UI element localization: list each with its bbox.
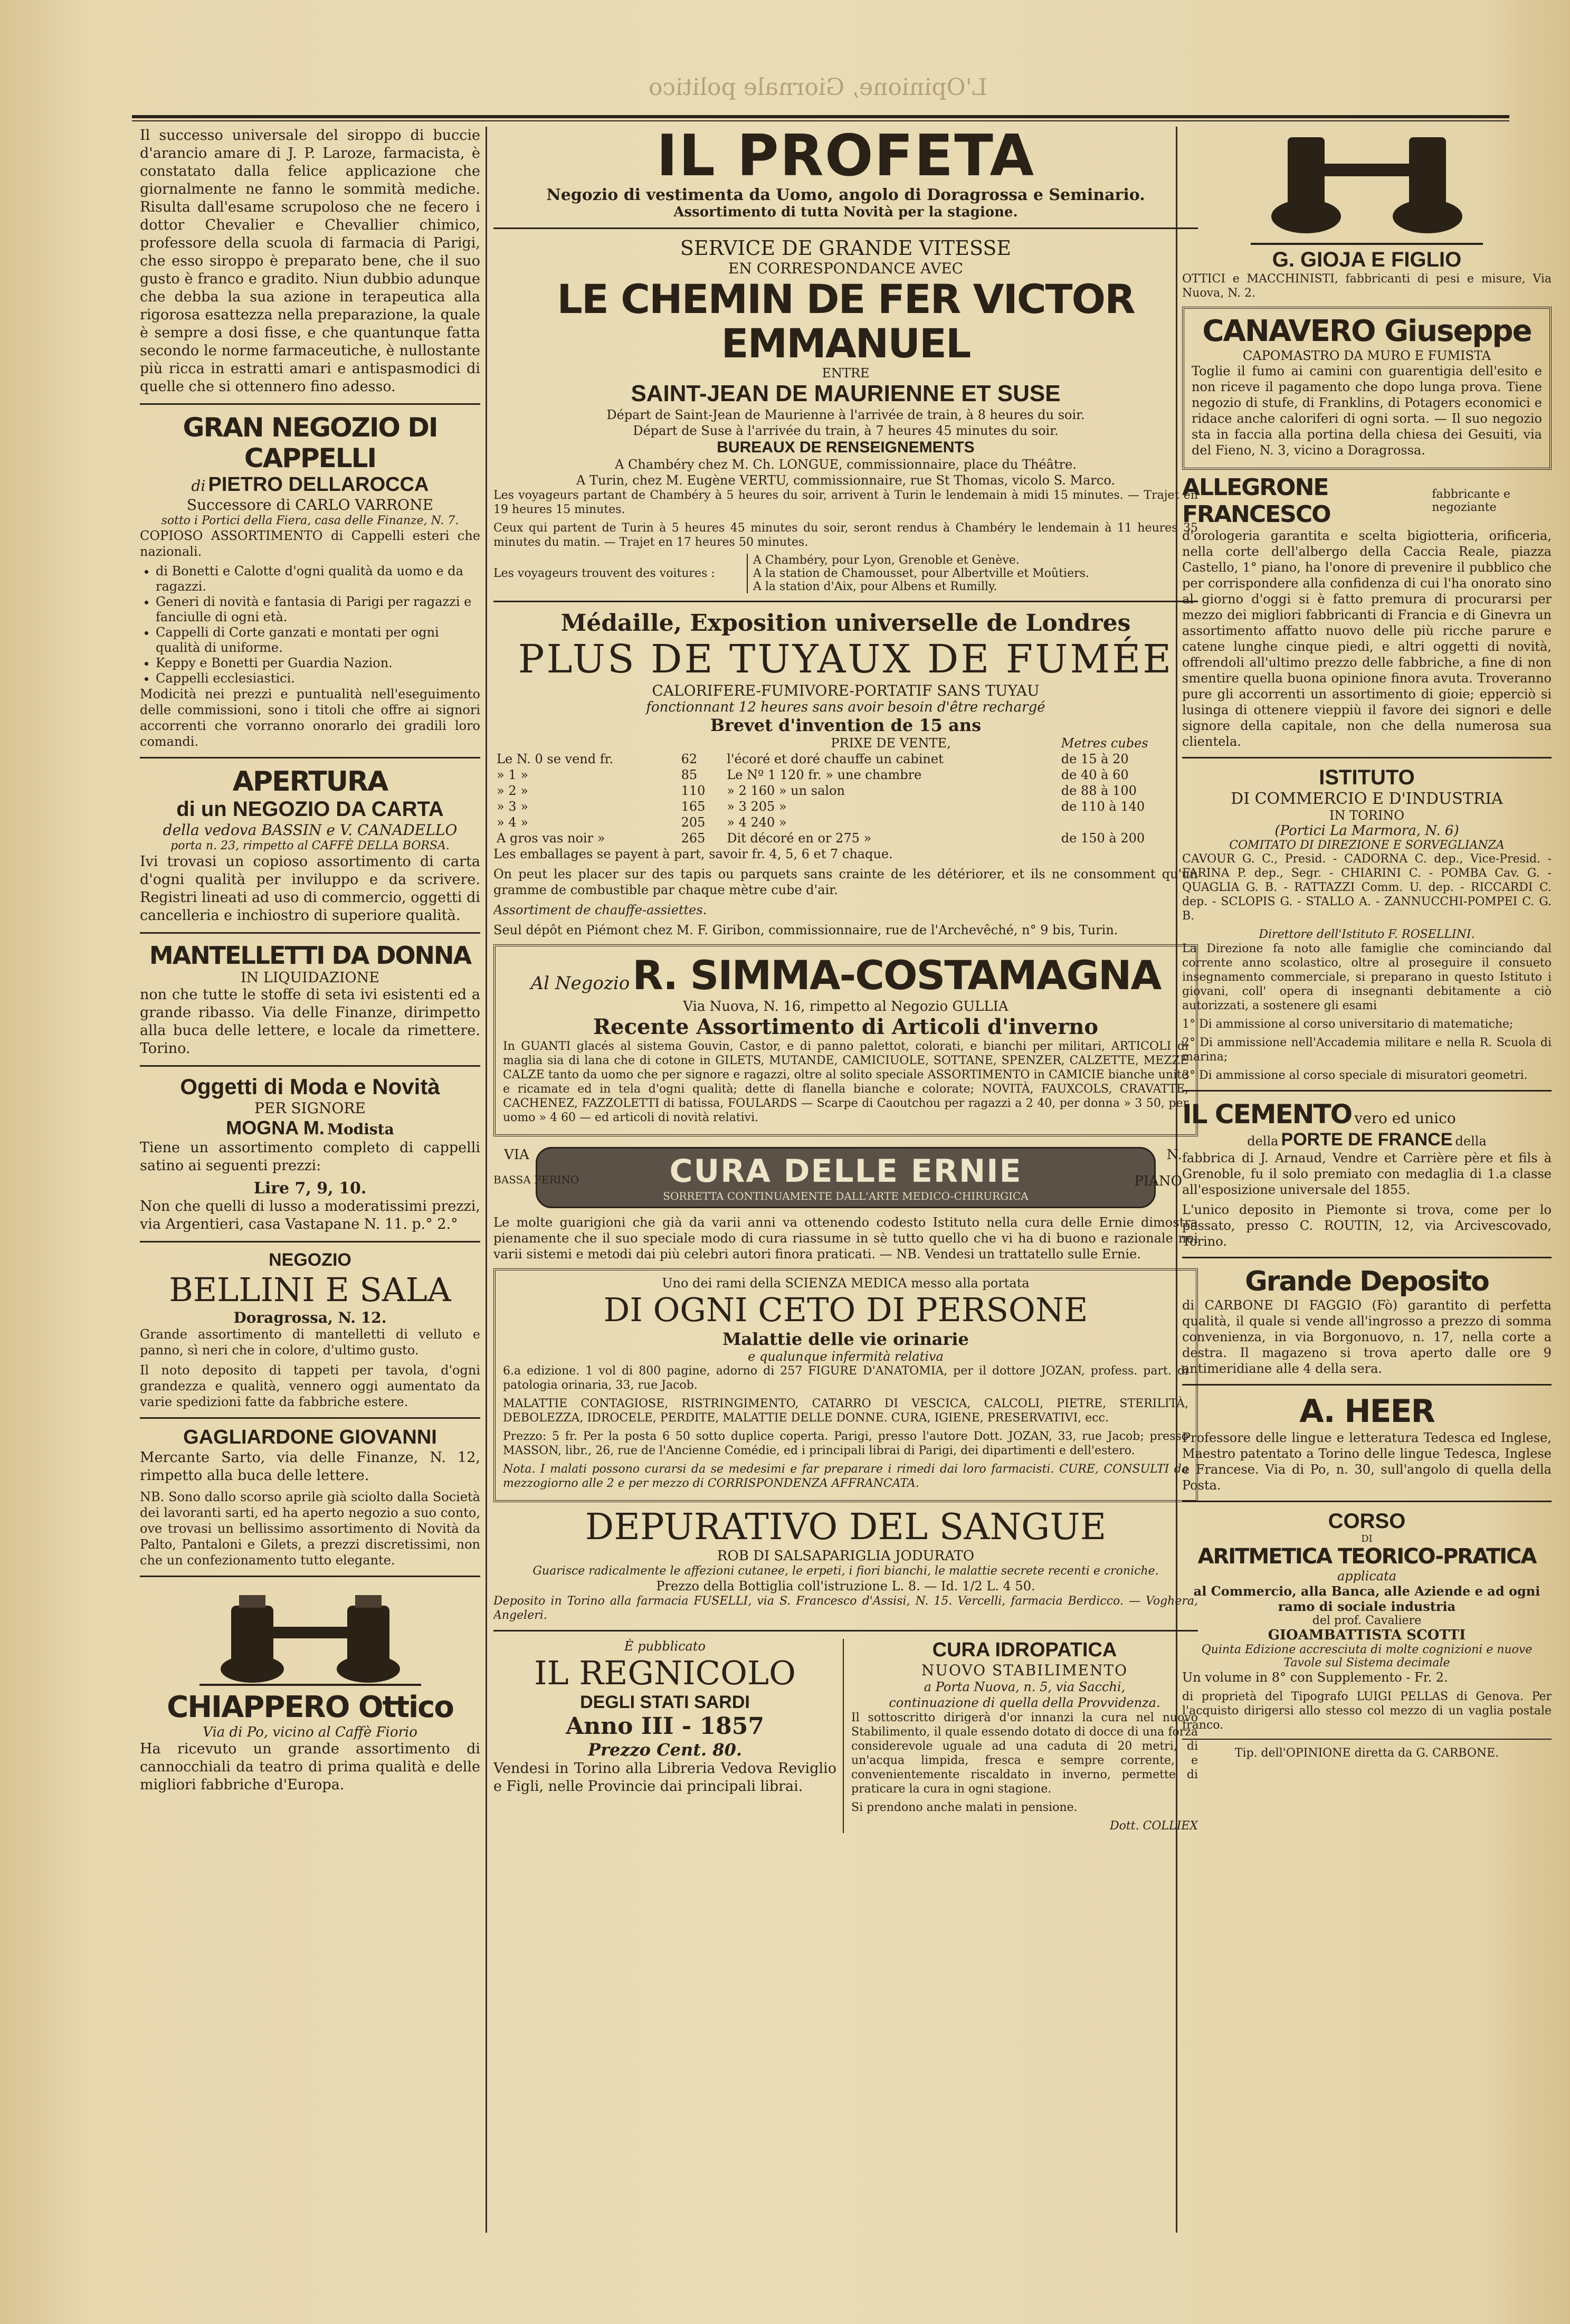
corso-l2: al Commercio, alla Banca, alle Aziende e ad ogni ramo di sociale industria [1193, 1583, 1540, 1614]
canavero-sub: CAPOMASTRO DA MURO E FUMISTA [1242, 348, 1491, 363]
mogna-role: Modista [327, 1121, 394, 1138]
voiture-line: A la station d'Aix, pour Albens et Rumilly. [753, 580, 997, 593]
depurativo-l1: Guarisce radicalmente le affezioni cutanee, le erpeti, i fiori bianchi, le malattie secrete recenti e croniche. [532, 1564, 1159, 1578]
corso-di: DI [1361, 1533, 1373, 1544]
mantelletti-body: non che tutte le stoffe di seta ivi esistenti ed a grande ribasso. Via delle Finanze, dirimpetto alla buca delle lettere, e locale da rimettere. Torino. [140, 986, 480, 1057]
chiappero-body: Ha ricevuto un grande assortimento di cannocchiali da teatro di prima qualità e delle migliori fabbriche d'Europa. [140, 1741, 480, 1793]
heer-body: Professore delle lingue e letteratura Tedesca ed Inglese, Maestro patentato a Torino delle lingue Tedesca, Inglese e Francese. Via di Po, n. 30, sull'angolo di quella della Posta. [1182, 1430, 1552, 1493]
allegrone-body: d'orologeria garantita e scelta bigiotteria, orificeria, nella corte dell'albergo della Caccia Reale, piazza Castello, 1° piano, ha l'onore di prevenire il pubblico che per corrispondere alla confidenza di cui l'ha onorato sino al giorno d'oggi si è fatto premura di procurarsi per mezzo dei migliori fabbricanti di Francia e di Ginevra un assortimento affatto nuovo delle più ricche parure e catene lunghe cinque piedi, e altri oggetti di novità, offrendoli all'ultimo prezzo delle fabbriche, a fine di non smentire quella buona opinione finora avuta. Troveranno pure gli accorrenti un assortimento di gioie; epperciò si lusinga di ottenere vieppiù il favore dei signori e delle signore della capitale, non che della numerosa sua clientela. [1182, 528, 1552, 749]
list-item: • Generi di novità e fantasia di Parigi per ragazzi e fanciulle di ogni età. [156, 594, 480, 625]
profeta-sub1: Negozio di vestimenta da Uomo, angolo di Doragrossa e Seminario. [546, 186, 1145, 204]
chemin-bureaux: BUREAUX DE RENSEIGNEMENTS [717, 439, 975, 456]
chemin-t2: Ceux qui partent de Turin à 5 heures 45 minutes du soir, seront rendus à Chambéry le lendemain à 11 heures 35 minutes du matin. — Trajet en 17 heures 50 minutes. [493, 521, 1198, 549]
tuyaux-price-table [493, 735, 1198, 846]
mogna-title: Oggetti di Moda e Novità [180, 1074, 440, 1099]
ad-istituto [1182, 766, 1552, 1083]
ad-chemin [493, 236, 1198, 593]
idropatica-addr: a Porta Nuova, n. 5, via Sacchi, [924, 1680, 1126, 1694]
ernie-title: CURA DELLE ERNIE [669, 1153, 1022, 1190]
table-row: » 3 » 165 » 3 205 » de 110 à 140 [497, 799, 1145, 814]
ernie-n: N. [1166, 1147, 1182, 1163]
ad-corso [1182, 1510, 1552, 1732]
allegrone-title: ALLEGRONE FRANCESCO [1182, 474, 1330, 528]
tuyaux-l1: Les emballages se payent à part, savoir fr. 4, 5, 6 et 7 chaque. [493, 847, 893, 861]
simma-prefix: Al Negozio [530, 973, 630, 994]
corso-sub: ARITMETICA TEORICO-PRATICA [1197, 1544, 1536, 1569]
ad-allegrone [1182, 474, 1552, 750]
corso-title: CORSO [1328, 1510, 1406, 1533]
regnicolo-body: Vendesi in Torino alla Libreria Vedova Reviglio e Figli, nelle Provincie dai principali librai. [493, 1760, 836, 1795]
gagliardone-title: GAGLIARDONE GIOVANNI [183, 1426, 437, 1448]
cappelli-successor: Successore di CARLO VARRONE [186, 496, 434, 514]
table-row: » 4 » 205 » 4 240 » [497, 815, 787, 830]
bottom-row [493, 1639, 1198, 1833]
bellini-body2: Il noto deposito di tappeti per tavola, d'ogni grandezza e qualità, vennero oggi aumentato da varie spedizioni fatte da fabbriche estere. [140, 1363, 480, 1409]
idropatica-title: CURA IDROPATICA [932, 1639, 1117, 1661]
prix-header: PRIXE DE VENTE, [831, 736, 951, 751]
cemento-della: della [1247, 1134, 1279, 1149]
laroze-text: Il successo universale del siroppo di buccie d'arancio amare di J. P. Laroze, farmacista, è constatato dalla felice applicazione che giornalmente ne fanno le sommità mediche. Risulta dall'esame scrupoloso che ne fecero i dottor Chevalier e Chevallier chimico, professore della scuola di farmacia di Parigi, che esso siroppo è preparato bene, che il suo gusto è franco e gradito. Niun dubbio adunque che debba la sua azione in terapeutica alla rigorosa esattezza nella preparazione, la quale è sempre a dosi fisse, e che quantunque fatta secondo le norme farmaceutiche, è nullostante più ricca in estratti amari e antispasmodici di quelle che si ottennero fino adesso. [140, 127, 480, 395]
ad-cemento [1182, 1099, 1552, 1249]
tuyaux-l2: On peut les placer sur des tapis ou parquets sans crainte de les détériorer, et ils ne consomment qu'un gramme de combustible par chaque mètre cube d'air. [493, 867, 1198, 897]
cappelli-title: GRAN NEGOZIO DI CAPPELLI [183, 412, 437, 473]
ceto-title: DI OGNI CETO DI PERSONE [603, 1291, 1088, 1329]
depurativo-sub: ROB DI SALSAPARIGLIA JODURATO [717, 1548, 975, 1564]
istituto-l6: Direttore dell'Istituto F. ROSELLINI. [1259, 928, 1475, 941]
apertura-title: APERTURA [232, 766, 388, 798]
binoculars-icon [1251, 127, 1483, 248]
apertura-subtitle: di un NEGOZIO DA CARTA [176, 798, 444, 821]
tuyaux-brevet: Brevet d'invention de 15 ans [710, 715, 982, 735]
idropatica-body2: Si prendono anche malati in pensione. [851, 1801, 1078, 1814]
istituto-e1: 1° Di ammissione al corso universitario di matematiche; [1182, 1018, 1514, 1031]
tuyaux-title: PLUS DE TUYAUX DE FUMÉE [518, 637, 1174, 682]
regnicolo-pre: È pubblicato [624, 1639, 706, 1654]
istituto-e2: 2° Di ammissione nell'Accademia militare e nella R. Scuola di marina; [1182, 1036, 1552, 1064]
bellini-body: Grande assortimento di mantelletti di velluto e panno, sì neri che in colore, d'ultimo gusto. [140, 1327, 480, 1358]
regnicolo-price: Prezzo Cent. 80. [588, 1740, 742, 1760]
voiture-line: A Chambéry, pour Lyon, Grenoble et Genève. [753, 554, 1020, 567]
chemin-route: SAINT-JEAN DE MAURIENNE ET SUSE [631, 381, 1061, 406]
list-item: • Cappelli di Corte ganzati e montati per ogni qualità di uniforme. [156, 625, 480, 656]
bleed-through-header: L'Opinione, Giornale politico [649, 74, 987, 101]
cappelli-owner: PIETRO DELLAROCCA [208, 473, 429, 496]
simma-body: In GUANTI glacés al sistema Gouvin, Castor, e di panno palettot, colorati, e bianchi per militari, ARTICOLI di maglia sia di lana che di cotone in GILETS, MUTANDE, CAMICIUOLE, SOTTANE, SPENZER, CALZETTE, MEZZE CALZE tanto da uomo che per signore e ragazzi, oltre al solito speciale ASSORTIMENTO in CAMICIE bianche unite e ricamate ed in tela d'ogni qualità; dette di flanella bianche e colorate; NOVITÀ, FAUXCOLS, CRAVATTE, CACHENEZ, FAZZOLETTI di batissa, FOULARDS — Scarpe di Caoutchou per ragazzi a 2 40, per donna » 3 50, per uomo » 4 60 — ed articoli di novità relativi. [503, 1040, 1188, 1124]
tuyaux-l3: Assortiment de chauffe-assiettes. [493, 903, 707, 917]
cappelli-address: sotto i Portici della Fiera, casa delle Finanze, N. 7. [161, 514, 459, 527]
cemento-title: IL CEMENTO [1182, 1099, 1352, 1130]
cemento-tag: vero ed unico [1354, 1109, 1456, 1127]
ceto-l3: Prezzo: 5 fr. Per la posta 6 50 sotto duplice coperta. Parigi, presso l'autore Dott. JOZAN, 33, rue Jacob; presso MASSON, libr., 26, rue de l'Ancienne Comédie, ed i principali librai di Parigi, dei dipartimenti e dell'estero. [503, 1430, 1188, 1457]
cappelli-intro: COPIOSO ASSORTIMENTO di Cappelli esteri che nazionali. [140, 528, 480, 559]
chemin-voitures [493, 554, 1198, 593]
mogna-subtitle: PER SIGNORE [254, 1099, 366, 1117]
istituto-l4: COMITATO DI DIREZIONE E SORVEGLIANZA [1229, 839, 1505, 852]
regnicolo-sub: DEGLI STATI SARDI [580, 1692, 750, 1712]
ceto-sub2: e qualunque infermità relativa [748, 1349, 944, 1364]
ad-ernie [493, 1147, 1198, 1262]
ad-heer [1182, 1393, 1552, 1493]
bellini-title: BELLINI E SALA [169, 1270, 451, 1309]
ad-laroze [140, 127, 480, 396]
ad-mantelletti [140, 941, 480, 1058]
corso-l5: Un volume in 8° con Supplemento - Fr. 2. [1182, 1670, 1448, 1685]
idropatica-sub: NUOVO STABILIMENTO [921, 1662, 1128, 1679]
ceto-pre: Uno dei rami della SCIENZA MEDICA messo alla portata [662, 1276, 1030, 1291]
ad-profeta [493, 127, 1198, 220]
column-right [1182, 127, 1552, 2222]
list-item: • di Bonetti e Calotte d'ogni qualità da uomo e da ragazzi. [156, 564, 480, 594]
istituto-body: La Direzione fa noto alle famiglie che cominciando dal corrente anno scolastico, oltre al proseguire il consueto insegnamento commerciale, si preparano in questo Istituto i giovani, coll' opera di insegnanti debitamente a ciò autorizzati, a sostenere gli esami [1182, 942, 1552, 1012]
tuyaux-l4: Seul dépôt en Piémont chez M. F. Giribon, commissionnaire, rue de l'Archevêché, n° 9 bis, Turin. [493, 923, 1118, 937]
deposito-title: Grande Deposito [1245, 1266, 1489, 1297]
gioja-title: G. GIOJA E FIGLIO [1272, 248, 1462, 271]
column-rule-1 [486, 127, 487, 2233]
ad-idropatica [844, 1639, 1198, 1833]
mantelletti-title: MANTELLETTI DA DONNA [149, 941, 471, 970]
top-rule [132, 115, 1509, 118]
binoculars-icon [199, 1585, 421, 1690]
ad-gioja [1182, 127, 1552, 300]
ad-depurativo [493, 1506, 1198, 1623]
depurativo-l2: Prezzo della Bottiglia coll'istruzione L. 8. — Id. 1/2 L. 4 50. [656, 1579, 1035, 1593]
ceto-l4: Nota. I malati possono curarsi da se medesimi e far preparare i rimedi dai loro farmacisti. CURE, CONSULTI da mezzogiorno alle 2 e per mezzo di CORRISPONDENZA AFFRANCATA. [503, 1463, 1188, 1490]
ad-tuyaux [493, 610, 1198, 938]
ernie-side: BASSA FERINO [493, 1173, 579, 1186]
corso-l3: del prof. Cavaliere [1312, 1614, 1422, 1627]
ad-mogna [140, 1074, 480, 1234]
idropatica-addr2: continuazione di quella della Provvidenza. [889, 1695, 1160, 1710]
istituto-l2: IN TORINO [1329, 808, 1405, 823]
canavero-body: Toglie il fumo ai camini con guarentigia dell'esito e non riceve il pagamento che dopo lunga prova. Tiene negozio di stufe, di Franklins, di Potagers economici e ridace anche caloriferi di ogni sorta. — Il suo negozio sta in faccia alla portina della chiesa dei Gesuiti, via del Fieno, N. 3, vicino a Doragrossa. [1192, 364, 1542, 458]
corso-author: GIOAMBATTISTA SCOTTI [1268, 1627, 1466, 1643]
regnicolo-title: IL REGNICOLO [534, 1654, 796, 1692]
simma-sub: Recente Assortimento di Articoli d'inverno [593, 1014, 1099, 1039]
ernie-banner [536, 1147, 1156, 1208]
chemin-l1: SERVICE DE GRANDE VITESSE [680, 236, 1012, 260]
bellini-address: Doragrossa, N. 12. [233, 1309, 387, 1326]
chemin-title: LE CHEMIN DE FER VICTOR EMMANUEL [557, 276, 1135, 367]
istituto-l5: CAVOUR G. C., Presid. - CADORNA C. dep., Vice-Presid. - FARINA P. dep., Segr. - CHIARINI C. - POMBA Cav. G. - QUAGLIA G. B. - RATTAZZI Comm. U. dep. - RICCARDI C. dep. - SCLOPIS G. - STALLO A. - ZANNUCCHI-POMPEI C. G. B. [1182, 852, 1552, 923]
simma-address: Via Nuova, N. 16, rimpetto al Negozio GULLIA [683, 999, 1008, 1014]
chemin-b2: A Turin, chez M. Eugène VERTU, commissionnaire, rue St Thomas, vicolo S. Marco. [576, 473, 1115, 488]
ad-cappelli [140, 412, 480, 750]
ceto-l2: MALATTIE CONTAGIOSE, RISTRINGIMENTO, CATARRO DI VESCICA, CALCOLI, PIETRE, STERILITÀ, DEBOLEZZA, IDROCELE, PERDITE, MALATTIE DELLE DONNE. CURA, IGIENE, PRESERVATIVI, ecc. [503, 1397, 1188, 1425]
gagliardone-body2: NB. Sono dallo scorso aprile già sciolto dalla Società dei lavoranti sarti, ed ha aperto negozio a suo conto, ove trovasi un bellissimo assortimento di Novità da Palto, Pantaloni e Gilets, a prezzi discretissimi, non che un confezionamento tutto elegante. [140, 1490, 480, 1568]
istituto-l3: (Portici La Marmora, N. 6) [1274, 823, 1459, 839]
tuyaux-sub2: fonctionnant 12 heures sans avoir besoin d'être rechargé [646, 699, 1045, 715]
ad-gagliardone [140, 1426, 480, 1568]
ad-regnicolo [493, 1639, 844, 1833]
apertura-owners: della vedova BASSIN e V. CANADELLO [163, 821, 458, 839]
ad-apertura [140, 766, 480, 925]
cappelli-di: di [191, 477, 206, 495]
allegrone-tag: fabbricante e negoziante [1432, 488, 1510, 514]
ceto-l1: 6.a edizione. 1 vol di 800 pagine, adorno di 257 FIGURE D'ANATOMIA, per il dottore JOZAN, profess. part. di patologia orinaria, 33, rue Jacob. [503, 1364, 1188, 1392]
cemento-porte: PORTE DE FRANCE [1281, 1130, 1453, 1150]
apertura-address: porta n. 23, rimpetto al CAFFÈ DELLA BORSA. [170, 839, 450, 852]
cappelli-items [140, 564, 480, 686]
ad-simma [493, 944, 1198, 1136]
mantelletti-subtitle: IN LIQUIDAZIONE [240, 970, 380, 986]
metres-header: Metres cubes [1061, 736, 1148, 751]
istituto-e3: 3° Di ammissione al corso speciale di misuratori geometri. [1182, 1069, 1528, 1082]
istituto-l1: DI COMMERCIO E D'INDUSTRIA [1231, 790, 1503, 808]
depurativo-title: DEPURATIVO DEL SANGUE [585, 1506, 1107, 1548]
gioja-body: OTTICI e MACCHINISTI, fabbricanti di pesi e misure, Via Nuova, N. 2. [1182, 272, 1552, 300]
chemin-dep1: Départ de Saint-Jean de Maurienne à l'arrivée de train, à 8 heures du soir. [606, 407, 1085, 422]
bellini-pre: NEGOZIO [269, 1250, 351, 1270]
ad-ceto [493, 1268, 1198, 1502]
ad-deposito [1182, 1266, 1552, 1377]
corso-l1: applicata [1337, 1569, 1397, 1583]
corso-l6: di proprietà del Tipografo LUIGI PELLAS di Genova. Per l'acquisto dirigersi allo stesso col mezzo di un vaglia postale franco. [1182, 1690, 1552, 1732]
chemin-dep2: Départ de Suse à l'arrivée du train, à 7 heures 45 minutes du soir. [633, 423, 1059, 438]
chemin-t1: Les voyageurs partant de Chambéry à 5 heures du soir, arrivent à Turin le lendemain à midi 15 minutes. — Trajet en 19 heures 15 minutes. [493, 489, 1198, 516]
table-row: A gros vas noir » 265 Dit décoré en or 275 » de 150 à 200 [497, 831, 1145, 846]
mogna-body: Tiene un assortimento completo di cappelli satino ai seguenti prezzi: [140, 1140, 480, 1174]
list-item: • Cappelli ecclesiastici. [156, 671, 480, 686]
corso-l4: Quinta Edizione accresciuta di molte cognizioni e nuove Tavole sul Sistema decimale [1201, 1643, 1533, 1670]
deposito-body: di CARBONE DI FAGGIO (Fò) garantito di perfetta qualità, il quale si vende all'ingrosso a prezzo di somma convenienza, in via Borgonuovo, n. 17, nella corte a destra. Il magazeno si trova aperto dalle ore 9 antimeridiane alle 4 della sera. [1182, 1298, 1552, 1376]
cappelli-footer: Modicità nei prezzi e puntualità nell'eseguimento delle commissioni, sono i titoli che offre ai signori accorrenti che vorranno onorarlo dei gradili loro comandi. [140, 687, 480, 749]
voiture-line: A la station de Chamousset, pour Albertville et Moûtiers. [753, 567, 1089, 580]
ernie-via: VIA [504, 1147, 529, 1163]
table-row: Le N. 0 se vend fr. 62 l'écoré et doré chauffe un cabinet de 15 à 20 [497, 752, 1129, 766]
idropatica-sign: Dott. COLLIEX [1109, 1819, 1198, 1833]
ad-canavero [1182, 307, 1552, 470]
mogna-owner: MOGNA M. [226, 1117, 325, 1139]
simma-title: R. SIMMA-COSTAMAGNA [632, 952, 1161, 999]
profeta-sub2: Assortimento di tutta Novità per la stagione. [673, 204, 1018, 220]
canavero-title: CANAVERO Giuseppe [1202, 314, 1531, 348]
regnicolo-year: Anno III - 1857 [566, 1713, 764, 1740]
gagliardone-body: Mercante Sarto, via delle Finanze, N. 12, rimpetto alla buca delle lettere. [140, 1449, 480, 1484]
column-left [140, 127, 480, 2222]
tuyaux-medal: Médaille, Exposition universelle de Londres [560, 610, 1131, 637]
ad-chiappero [140, 1585, 480, 1794]
table-row: » 2 » 110 » 2 160 » un salon de 88 à 100 [497, 783, 1137, 798]
chiappero-title: CHIAPPERO Ottico [167, 1690, 453, 1724]
depurativo-l3: Deposito in Torino alla farmacia FUSELLI, via S. Francesco d'Assisi, N. 15. Vercelli, farmacia Berdicco. — Voghera, Angeleri. [493, 1595, 1198, 1622]
ceto-sub: Malattie delle vie orinarie [722, 1329, 969, 1349]
chemin-b1: A Chambéry chez M. Ch. LONGUE, commissionnaire, place du Théâtre. [615, 457, 1077, 472]
cemento-body2: L'unico deposito in Piemonte si trova, come per lo passato, presso C. ROUTIN, 12, via Arcivescovado, Torino. [1182, 1202, 1552, 1249]
top-rule-thin [132, 120, 1509, 121]
ernie-sub: SORRETTA CONTINUAMENTE DALL'ARTE MEDICO-CHIRURGICA [663, 1190, 1029, 1202]
ernie-piano: PIANO [1134, 1173, 1182, 1189]
profeta-title: IL PROFETA [656, 127, 1035, 189]
chiappero-address: Via di Po, vicino al Caffè Fiorio [203, 1724, 417, 1740]
table-row: » 1 » 85 Le Nº 1 120 fr. » une chambre de 40 à 60 [497, 767, 1129, 782]
voitures-label: Les voyageurs trouvent des voitures : [493, 567, 715, 580]
cemento-della2: della [1455, 1134, 1487, 1149]
mogna-prices: Lire 7, 9, 10. [253, 1179, 367, 1198]
column-center [493, 127, 1198, 2222]
istituto-title: ISTITUTO [1319, 766, 1415, 789]
list-item: • Keppy e Bonetti per Guardia Nazion. [156, 656, 480, 671]
tuyaux-sub: CALORIFERE-FUMIVORE-PORTATIF SANS TUYAU [652, 682, 1040, 699]
chemin-entre: ENTRE [822, 366, 870, 381]
mogna-body2: Non che quelli di lusso a moderatissimi prezzi, via Argentieri, casa Vastapane N. 11. p.° 2.° [140, 1198, 480, 1232]
chemin-l2: EN CORRESPONDANCE AVEC [728, 260, 964, 277]
printer-imprint: Tip. dell'OPINIONE diretta da G. CARBONE. [1234, 1747, 1499, 1760]
idropatica-body: Il sottoscritto dirigerà d'or innanzi la cura nel nuovo Stabilimento, il quale essendo dotato di docce di una forza considerevole uguale ad una caduta di 20 metri, di un'acqua limpida, fresca e sempre corrente, e convenientemente riscaldato in inverno, permette di praticare la cura in ogni stagione. [851, 1711, 1198, 1796]
ad-bellini [140, 1250, 480, 1410]
cemento-body: fabbrica di J. Arnaud, Vendre et Carrière père et fils à Grenoble, fu il solo premiato con medaglia di 1.a classe all'esposizione universale del 1855. [1182, 1151, 1552, 1197]
ernie-body: Le molte guarigioni che già da varii anni va ottenendo codesto Istituto nella cura delle Ernie dimostra pienamente che il suo speciale modo di cura riassume in sè tutto quello che vi ha di buono e razionale nei varii sistemi e metodi dai più celebri autori finora praticati. — NB. Vendesi un trattatello sulle Ernie. [493, 1215, 1198, 1261]
heer-title: A. HEER [1299, 1393, 1434, 1430]
apertura-body: Ivi trovasi un copioso assortimento di carta d'ogni qualità per inviluppo e da scrivere. Registri lineati ad uso di commercio, oggetti di cancelleria e inchiostro di superiore qualità. [140, 853, 480, 924]
